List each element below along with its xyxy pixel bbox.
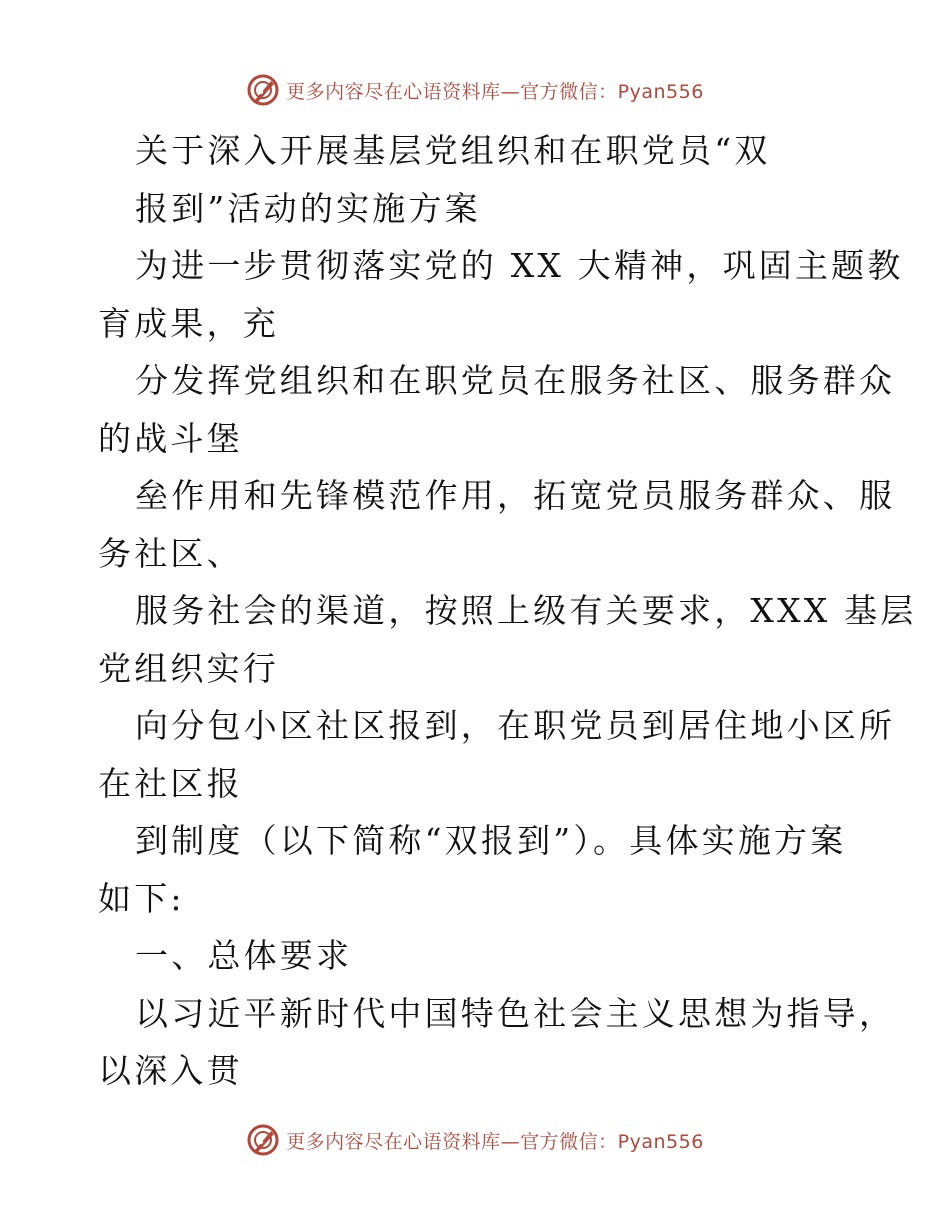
text-line: 在社区报 — [98, 763, 243, 803]
text-line: 一、总体要求 — [135, 936, 353, 975]
pen-logo-icon — [246, 1123, 280, 1157]
text-line: 到制度（以下简称“双报到”）。具体实施方案 — [135, 821, 847, 860]
text-line: 垒作用和先锋模范作用，拓宽党员服务群众、服 — [135, 476, 896, 515]
header-banner — [0, 70, 950, 110]
document-body — [98, 122, 917, 1100]
text-line: 报到”活动的实施方案 — [135, 188, 481, 228]
text-line: 关于深入开展基层党组织和在职党员“双 — [135, 131, 771, 170]
text-line: 育成果，充 — [98, 303, 279, 343]
banner-text: 更多内容尽在心语资料库—官方微信：Pyan556 — [286, 80, 704, 103]
text-line: 如下: — [98, 878, 185, 918]
text-line: 以深入贯 — [98, 1051, 243, 1090]
text-line: 的战斗堡 — [98, 418, 243, 458]
text-line: 向分包小区社区报到，在职党员到居住地小区所 — [135, 706, 896, 745]
text-line: 务社区、 — [98, 533, 243, 573]
footer-banner — [0, 1120, 950, 1160]
text-line: 党组织实行 — [98, 648, 279, 688]
text-line: 以习近平新时代中国特色社会主义思想为指导， — [135, 993, 896, 1033]
text-line: 服务社会的渠道，按照上级有关要求，XXX 基层 — [135, 591, 917, 630]
pen-logo-icon — [246, 73, 280, 107]
text-line: 为进一步贯彻落实党的 XX 大精神，巩固主题教 — [135, 246, 904, 285]
banner-text: 更多内容尽在心语资料库—官方微信：Pyan556 — [286, 1130, 704, 1153]
text-line: 分发挥党组织和在职党员在服务社区、服务群众 — [135, 361, 896, 400]
